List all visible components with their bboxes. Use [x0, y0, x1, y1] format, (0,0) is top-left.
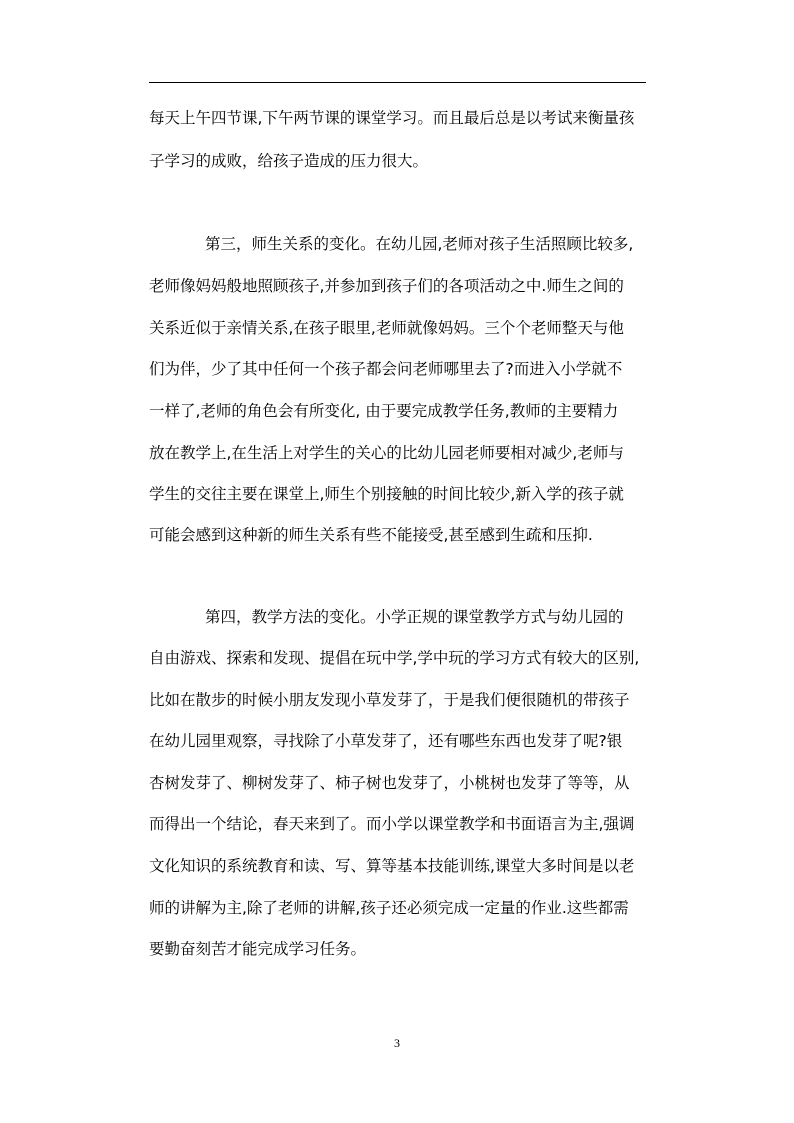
paragraph-3-line-8: 师的讲解为主,除了老师的讲解,孩子还必须完成一定量的作业.这些都需	[149, 899, 629, 917]
paragraph-3-line-1: 第四，教学方法的变化。小学正规的课堂教学方式与幼儿园的	[205, 608, 624, 626]
page-number: 3	[394, 1036, 400, 1050]
paragraph-2-line-4: 们为伴，少了其中任何一个孩子都会问老师哪里去了?而进入小学就不	[149, 360, 623, 378]
paragraph-2-line-3: 关系近似于亲情关系,在孩子眼里,老师就像妈妈。三个个老师整天与他	[149, 319, 624, 337]
paragraph-3-line-2: 自由游戏、探索和发现、提倡在玩中学,学中玩的学习方式有较大的区别,	[149, 649, 640, 667]
paragraph-3-line-3: 比如在散步的时候小朋友发现小草发芽了，于是我们便很随机的带孩子	[149, 691, 630, 709]
paragraph-1-line-1: 每天上午四节课,下午两节课的课堂学习。而且最后总是以考试来衡量孩	[149, 109, 635, 127]
paragraph-3-line-9: 要勤奋刻苦才能完成学习任务。	[149, 940, 367, 958]
paragraph-3-line-4: 在幼儿园里观察，寻找除了小草发芽了，还有哪些东西也发芽了呢?银	[149, 732, 623, 750]
paragraph-3-line-5: 杏树发芽了、柳树发芽了、柿子树也发芽了，小桃树也发芽了等等，从	[149, 774, 630, 792]
paragraph-2-line-6: 放在教学上,在生活上对学生的关心的比幼儿园老师要相对减少,老师与	[149, 444, 624, 462]
paragraph-2-line-5: 一样了,老师的角色会有所变化, 由于要完成教学任务,教师的主要精力	[149, 402, 619, 420]
header-rule	[149, 82, 646, 83]
paragraph-2-line-2: 老师像妈妈般地照顾孩子,并参加到孩子们的各项活动之中.师生之间的	[149, 277, 624, 295]
paragraph-3-line-7: 文化知识的系统教育和读、写、算等基本技能训练,课堂大多时间是以老	[149, 857, 635, 875]
paragraph-2-line-8: 可能会感到这种新的师生关系有些不能接受,甚至感到生疏和压抑.	[149, 526, 593, 544]
paragraph-2-line-1: 第三，师生关系的变化。在幼儿园,老师对孩子生活照顾比较多,	[205, 235, 634, 253]
paragraph-3-line-6: 而得出一个结论，春天来到了。而小学以课堂教学和书面语言为主,强调	[149, 815, 635, 833]
paragraph-2-line-7: 学生的交往主要在课堂上,师生个别接触的时间比较少,新入学的孩子就	[149, 485, 624, 503]
paragraph-1-line-2: 子学习的成败，给孩子造成的压力很大。	[149, 152, 429, 170]
